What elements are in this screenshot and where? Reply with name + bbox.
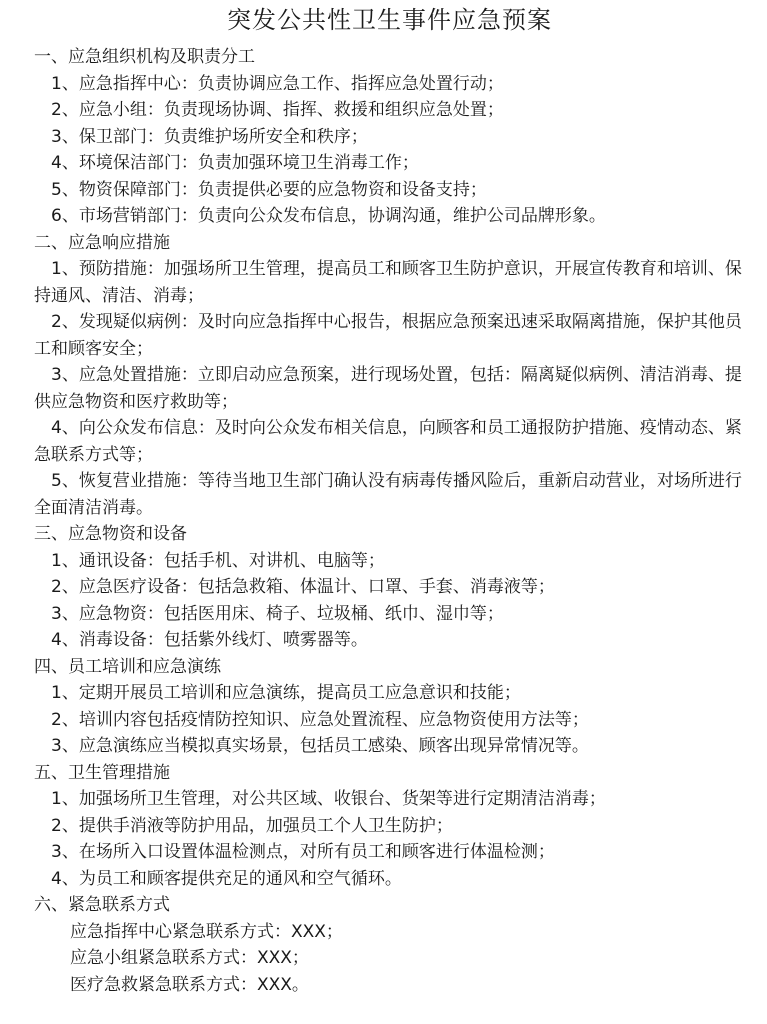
- list-item: 3、应急物资：包括医用床、椅子、垃圾桶、纸巾、湿巾等；: [51, 603, 504, 624]
- list-item: 3、应急演练应当模拟真实场景，包括员工感染、顾客出现异常情况等。: [51, 736, 589, 756]
- section-heading-supplies: 三、应急物资和设备: [34, 524, 187, 544]
- list-item: 3、保卫部门：负责维护场所安全和秩序；: [51, 126, 368, 147]
- document-title: 突发公共性卫生事件应急预案: [227, 6, 552, 34]
- contact-line: 医疗急救紧急联系方式：XXX。: [70, 974, 309, 995]
- list-item: 2、提供手消液等防护用品，加强员工个人卫生防护；: [51, 815, 453, 836]
- list-item: 3、在场所入口设置体温检测点，对所有员工和顾客进行体温检测；: [51, 842, 555, 862]
- section-heading-contacts: 六、紧急联系方式: [34, 895, 170, 915]
- list-item: 2、培训内容包括疫情防控知识、应急处置流程、应急物资使用方法等；: [51, 709, 589, 730]
- list-item: 4、向公众发布信息：及时向公众发布相关信息，向顾客和员工通报防护措施、疫情动态、紧急联系方式等；: [34, 418, 742, 465]
- list-item: 4、消毒设备：包括紫外线灯、喷雾器等。: [51, 630, 368, 650]
- list-item: 6、市场营销部门：负责向公众发布信息，协调沟通，维护公司品牌形象。: [51, 206, 606, 226]
- list-item: 1、通讯设备：包括手机、对讲机、电脑等；: [51, 550, 385, 571]
- contact-line: 应急小组紧急联系方式：XXX；: [70, 948, 309, 968]
- list-item: 1、预防措施：加强场所卫生管理，提高员工和顾客卫生防护意识，开展宣传教育和培训、保持通风、清洁、消毒；: [34, 259, 742, 306]
- section-heading-hygiene: 五、卫生管理措施: [34, 762, 170, 783]
- list-item: 1、应急指挥中心：负责协调应急工作、指挥应急处置行动；: [51, 73, 504, 94]
- list-item: 2、应急医疗设备：包括急救箱、体温计、口罩、手套、消毒液等；: [51, 577, 555, 597]
- list-item: 1、加强场所卫生管理，对公共区域、收银台、货架等进行定期清洁消毒；: [51, 789, 606, 809]
- list-item: 3、应急处置措施：立即启动应急预案，进行现场处置，包括：隔离疑似病例、清洁消毒、提供应急物资和医疗救助等；: [34, 365, 742, 412]
- list-item: 1、定期开展员工培训和应急演练，提高员工应急意识和技能；: [51, 683, 521, 703]
- contact-line: 应急指挥中心紧急联系方式：XXX；: [70, 921, 343, 942]
- list-item: 2、发现疑似病例：及时向应急指挥中心报告，根据应急预案迅速采取隔离措施，保护其他员工和顾客安全；: [34, 312, 742, 359]
- list-item: 5、恢复营业措施：等待当地卫生部门确认没有病毒传播风险后，重新启动营业，对场所进行全面清洁消毒。: [34, 471, 742, 518]
- section-heading-organization: 一、应急组织机构及职责分工: [34, 47, 255, 67]
- list-item: 5、物资保障部门：负责提供必要的应急物资和设备支持；: [51, 179, 487, 200]
- section-heading-training: 四、员工培训和应急演练: [34, 656, 221, 677]
- section-heading-response: 二、应急响应措施: [34, 232, 170, 253]
- list-item: 4、为员工和顾客提供充足的通风和空气循环。: [51, 868, 402, 889]
- list-item: 4、环境保洁部门：负责加强环境卫生消毒工作；: [51, 153, 419, 173]
- list-item: 2、应急小组：负责现场协调、指挥、救援和组织应急处置；: [51, 100, 504, 120]
